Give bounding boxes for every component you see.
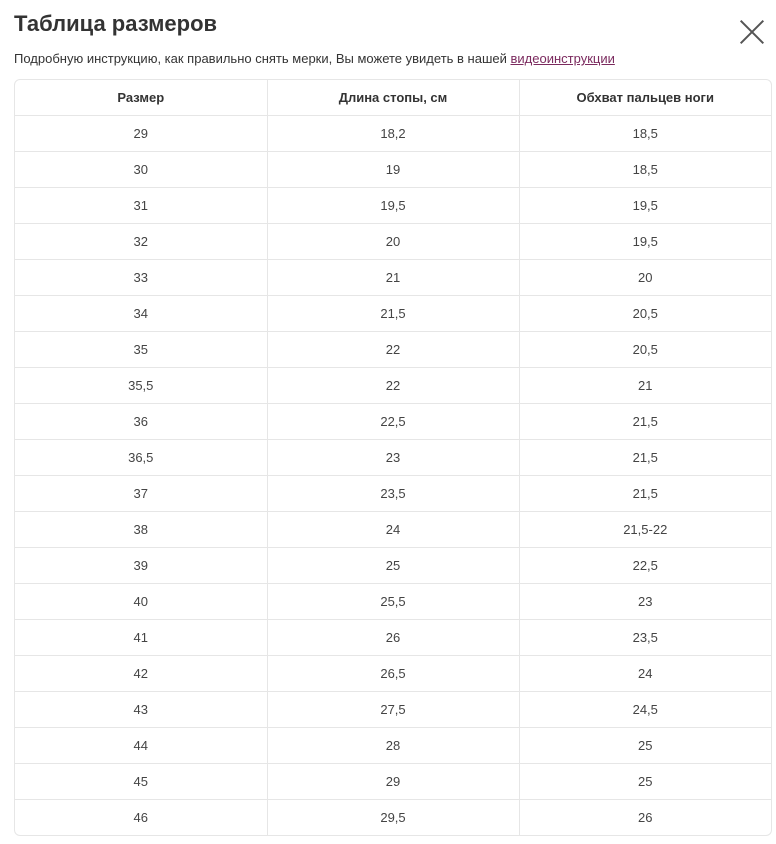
cell-foot-length: 23,5 bbox=[267, 476, 519, 512]
cell-size: 33 bbox=[15, 260, 267, 296]
cell-toe-girth: 25 bbox=[519, 728, 771, 764]
cell-foot-length: 25 bbox=[267, 548, 519, 584]
table-row bbox=[15, 332, 771, 368]
table-row bbox=[15, 548, 771, 584]
cell-toe-girth: 21,5 bbox=[519, 476, 771, 512]
cell-foot-length: 29,5 bbox=[267, 800, 519, 836]
cell-size: 37 bbox=[15, 476, 267, 512]
cell-size: 36 bbox=[15, 404, 267, 440]
cell-toe-girth: 23,5 bbox=[519, 620, 771, 656]
cell-foot-length: 23 bbox=[267, 440, 519, 476]
cell-toe-girth: 21,5 bbox=[519, 404, 771, 440]
cell-foot-length: 19 bbox=[267, 152, 519, 188]
cell-foot-length: 21,5 bbox=[267, 296, 519, 332]
table-row bbox=[15, 404, 771, 440]
table-row bbox=[15, 188, 771, 224]
cell-foot-length: 22,5 bbox=[267, 404, 519, 440]
cell-toe-girth: 26 bbox=[638, 810, 653, 825]
cell-size: 38 bbox=[15, 512, 267, 548]
cell-size: 29 bbox=[15, 116, 267, 152]
header-size: Размер bbox=[15, 80, 267, 116]
cell-foot-length: 26 bbox=[267, 620, 519, 656]
table-row bbox=[15, 692, 771, 728]
video-instructions-link[interactable]: видеоинструкции bbox=[510, 51, 615, 66]
table-row bbox=[15, 728, 771, 764]
cell-foot-length: 24 bbox=[267, 512, 519, 548]
cell-foot-length: 19,5 bbox=[267, 188, 519, 224]
table-header-row bbox=[15, 80, 771, 116]
size-table-container bbox=[14, 79, 772, 836]
cell-foot-length: 22 bbox=[267, 368, 519, 404]
cell-toe-girth: 24 bbox=[519, 656, 771, 692]
cell-toe-girth: 24,5 bbox=[519, 692, 771, 728]
cell-foot-length: 18,2 bbox=[267, 116, 519, 152]
cell-toe-girth: 18,5 bbox=[519, 152, 771, 188]
table-row bbox=[15, 116, 771, 152]
cell-foot-length: 22 bbox=[267, 332, 519, 368]
cell-foot-length: 21 bbox=[267, 260, 519, 296]
cell-toe-girth: 25 bbox=[519, 764, 771, 800]
table-row bbox=[15, 224, 771, 260]
table-row bbox=[15, 764, 771, 800]
cell-toe-girth: 21,5-22 bbox=[519, 512, 771, 548]
cell-size: 45 bbox=[15, 764, 267, 800]
cell-toe-girth: 20 bbox=[519, 260, 771, 296]
instructions-text bbox=[14, 50, 615, 68]
table-row bbox=[15, 152, 771, 188]
cell-size: 30 bbox=[15, 152, 267, 188]
close-icon[interactable] bbox=[739, 19, 765, 45]
header-toe-girth: Обхват пальцев ноги bbox=[519, 80, 771, 116]
cell-toe-girth: 22,5 bbox=[519, 548, 771, 584]
cell-toe-girth: 20,5 bbox=[519, 332, 771, 368]
cell-size: 41 bbox=[15, 620, 267, 656]
cell-toe-girth: 23 bbox=[519, 584, 771, 620]
cell-toe-girth: 21,5 bbox=[519, 440, 771, 476]
cell-size: 36,5 bbox=[15, 440, 267, 476]
cell-foot-length: 29 bbox=[267, 764, 519, 800]
cell-toe-girth: 19,5 bbox=[519, 188, 771, 224]
cell-size: 35 bbox=[15, 332, 267, 368]
cell-toe-girth: 19,5 bbox=[519, 224, 771, 260]
cell-size: 34 bbox=[15, 296, 267, 332]
cell-size: 46 bbox=[15, 800, 267, 836]
cell-foot-length: 27,5 bbox=[267, 692, 519, 728]
cell-size: 42 bbox=[15, 656, 267, 692]
cell-foot-length: 26,5 bbox=[267, 656, 519, 692]
cell-toe-girth: 18,5 bbox=[519, 116, 771, 152]
table-row bbox=[15, 440, 771, 476]
table-row bbox=[15, 584, 771, 620]
size-table bbox=[15, 80, 771, 835]
instructions-label: Подробную инструкцию, как правильно снять мерки, Вы можете увидеть в нашей bbox=[14, 51, 511, 66]
cell-size: 43 bbox=[15, 692, 267, 728]
cell-foot-length: 25,5 bbox=[267, 584, 519, 620]
cell-foot-length: 20 bbox=[267, 224, 519, 260]
cell-foot-length: 28 bbox=[267, 728, 519, 764]
cell-size: 40 bbox=[15, 584, 267, 620]
table-row bbox=[15, 296, 771, 332]
table-row bbox=[15, 800, 771, 836]
cell-size: 35,5 bbox=[15, 368, 267, 404]
table-body bbox=[15, 116, 771, 836]
cell-size: 31 bbox=[15, 188, 267, 224]
table-row bbox=[15, 512, 771, 548]
table-row bbox=[15, 476, 771, 512]
page-title: Таблица размеров bbox=[14, 11, 218, 36]
cell-size: 32 bbox=[15, 224, 267, 260]
cell-toe-girth: 21 bbox=[519, 368, 771, 404]
cell-size: 44 bbox=[15, 728, 267, 764]
table-row bbox=[15, 656, 771, 692]
table-row bbox=[15, 260, 771, 296]
header-foot-length: Длина стопы, см bbox=[267, 80, 519, 116]
cell-size: 39 bbox=[15, 548, 267, 584]
cell-toe-girth: 20,5 bbox=[519, 296, 771, 332]
table-row bbox=[15, 620, 771, 656]
table-row bbox=[15, 368, 771, 404]
